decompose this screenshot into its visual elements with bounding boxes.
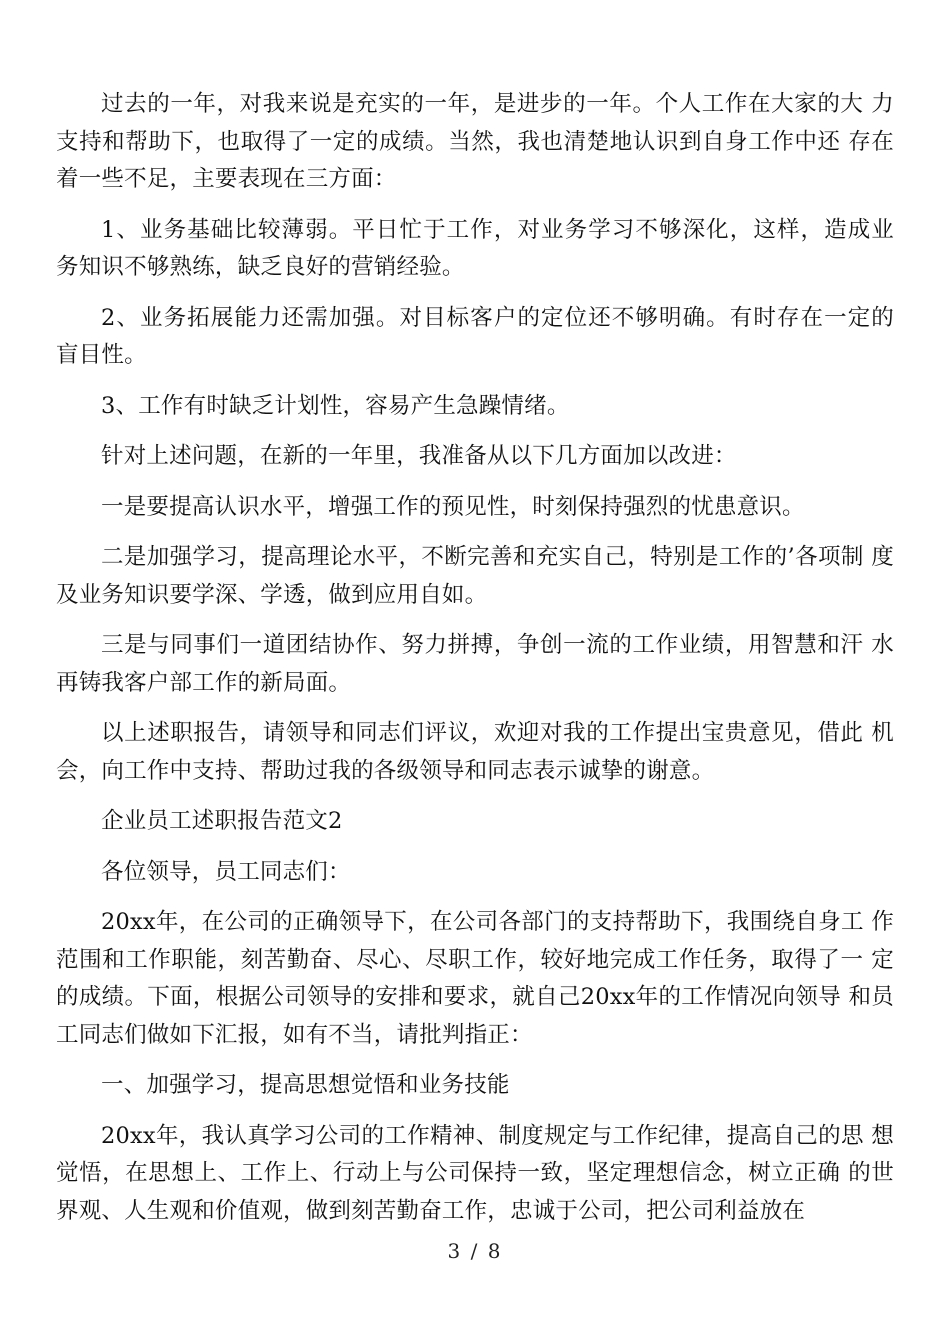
- page-number: 3 / 8: [447, 1239, 503, 1263]
- section-title: 企业员工述职报告范文2: [101, 808, 343, 834]
- section-heading-1: 一、加强学习，提高思想觉悟和业务技能: [101, 1072, 510, 1098]
- paragraph-intro: 过去的一年，对我来说是充实的一年，是进步的一年。个人工作在大家的大 力支持和帮助下，也取得了一定的成绩。当然，我也清楚地认识到自身工作中还 存在着一些不足，主要表现在三方面：: [56, 91, 894, 192]
- paragraph-study: 20xx年，我认真学习公司的工作精神、制度规定与工作纪律，提高自己的思 想觉悟，在思想上、工作上、行动上与公司保持一致，坚定理想信念，树立正确 的世界观、人生观和价值观，做到刻苦勤奋工作，忠诚于公司，把公司利益放在: [56, 1122, 894, 1224]
- paragraph-point-1: 1、业务基础比较薄弱。平日忙于工作，对业务学习不够深化，这样，造成业 务知识不够熟练，缺乏良好的营销经验。: [56, 216, 894, 280]
- paragraph-improvement-3: 三是与同事们一道团结协作、努力拼搏，争创一流的工作业绩，用智慧和汗 水再铸我客户部工作的新局面。: [56, 632, 894, 696]
- paragraph-report-intro: 20xx年，在公司的正确领导下，在公司各部门的支持帮助下，我围绕自身工 作范围和工作职能，刻苦勤奋、尽心、尽职工作，较好地完成工作任务，取得了一 定的成绩。下面，根据公司领导的安排和要求，就自己20xx年的工作情况向领导 和员工同志们做如下汇报，如有不当，请批判指正：: [56, 909, 894, 1048]
- document-page: [56, 86, 894, 1230]
- salutation: 各位领导，员工同志们：: [101, 858, 351, 885]
- paragraph-point-2: 2、业务拓展能力还需加强。对目标客户的定位还不够明确。有时存在一定的 盲目性。: [56, 304, 894, 368]
- paragraph-closing: 以上述职报告，请领导和同志们评议，欢迎对我的工作提出宝贵意见，借此 机会，向工作中支持、帮助过我的各级领导和同志表示诚挚的谢意。: [56, 720, 894, 784]
- paragraph-point-3: 3、工作有时缺乏计划性，容易产生急躁情绪。: [101, 392, 570, 419]
- paragraph-improvement-intro: 针对上述问题，在新的一年里，我准备从以下几方面加以改进：: [101, 443, 737, 469]
- paragraph-improvement-1: 一是要提高认识水平，增强工作的预见性，时刻保持强烈的忧患意识。: [101, 493, 805, 520]
- paragraph-improvement-2: 二是加强学习，提高理论水平，不断完善和充实自己，特别是工作的’各项制 度及业务知识要学深、学透，做到应用自如。: [56, 544, 894, 608]
